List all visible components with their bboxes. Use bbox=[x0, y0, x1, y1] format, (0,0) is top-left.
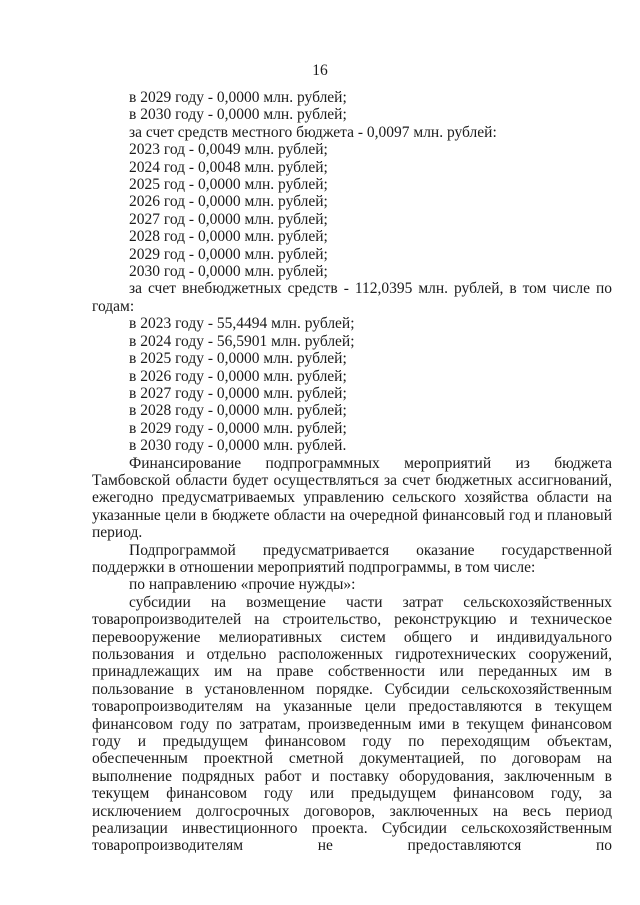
list-item: в 2029 году - 0,0000 млн. рублей; bbox=[129, 419, 347, 437]
list-item: в 2029 году - 0,0000 млн. рублей; bbox=[129, 89, 347, 106]
direction-heading: по направлению «прочие нужды»: bbox=[129, 576, 356, 594]
list-item: в 2025 году - 0,0000 млн. рублей; bbox=[129, 350, 347, 368]
page-number: 16 bbox=[312, 62, 328, 79]
list-item: 2027 год - 0,0000 млн. рублей; bbox=[129, 210, 328, 228]
list-item: 2026 год - 0,0000 млн. рублей; bbox=[129, 193, 328, 211]
list-item: в 2024 году - 56,5901 млн. рублей; bbox=[129, 332, 355, 350]
list-item: в 2030 году - 0,0000 млн. рублей. bbox=[129, 437, 347, 455]
paragraph-state-support: Подпрограммой предусматривается оказание государственной поддержки в отношении мероприятий подпрограммы, в том числе: bbox=[92, 541, 612, 576]
list-item: в 2023 году - 55,4494 млн. рублей; bbox=[129, 315, 355, 333]
paragraph-subsidies: субсидии на возмещение части затрат сельскохозяйственных товаропроизводителей на строительство, реконструкцию и техническое перевооружение мелиоративных систем общего и индивидуального пользования и отдельно расположенных гидротехнических сооружений, принадлежащих им на праве собственности или переданных им в пользование в установленном порядке. Субсидии сельскохозяйственным товаропроизводителям на указанные цели предоставляются в текущем финансовом году по затратам, произведенным ими в текущем финансовом году и предыдущем финансовом году по переходящим объектам, обеспеченным проектной сметной документацией, по договорам на выполнение подрядных работ и поставку оборудования, заключенным в текущем финансовом году или предыдущем финансовом году, за исключением долгосрочных договоров, заключенных на весь период реализации инвестиционного проекта. Субсидии сельскохозяйственным товаропроизводителям не предоставляются по bbox=[92, 593, 612, 855]
list-item: 2024 год - 0,0048 млн. рублей; bbox=[129, 158, 328, 176]
list-item: 2028 год - 0,0000 млн. рублей; bbox=[129, 228, 328, 246]
list-item: 2029 год - 0,0000 млн. рублей; bbox=[129, 245, 328, 263]
list-item: 2030 год - 0,0000 млн. рублей; bbox=[129, 263, 328, 281]
list-item: в 2026 году - 0,0000 млн. рублей; bbox=[129, 367, 347, 385]
paragraph-offbudget-funds: за счет внебюджетных средств - 112,0395 млн. рублей, в том числе по годам: bbox=[92, 280, 612, 315]
paragraph-financing: Финансирование подпрограммных мероприятий из бюджета Тамбовской области будет осуществляться за счет бюджетных ассигнований, ежегодно предусматриваемых управлению сельского хозяйства области на указанные цели в бюджете области на очередной финансовый год и плановый период. bbox=[92, 454, 612, 542]
list-item: 2023 год - 0,0049 млн. рублей; bbox=[129, 141, 328, 159]
list-item: в 2028 году - 0,0000 млн. рублей; bbox=[129, 402, 347, 420]
document-body bbox=[92, 89, 612, 855]
list-item: в 2027 году - 0,0000 млн. рублей; bbox=[129, 384, 347, 402]
list-item: 2025 год - 0,0000 млн. рублей; bbox=[129, 176, 328, 194]
list-item: за счет средств местного бюджета - 0,0097 млн. рублей: bbox=[129, 123, 497, 141]
list-item: в 2030 году - 0,0000 млн. рублей; bbox=[129, 106, 347, 124]
